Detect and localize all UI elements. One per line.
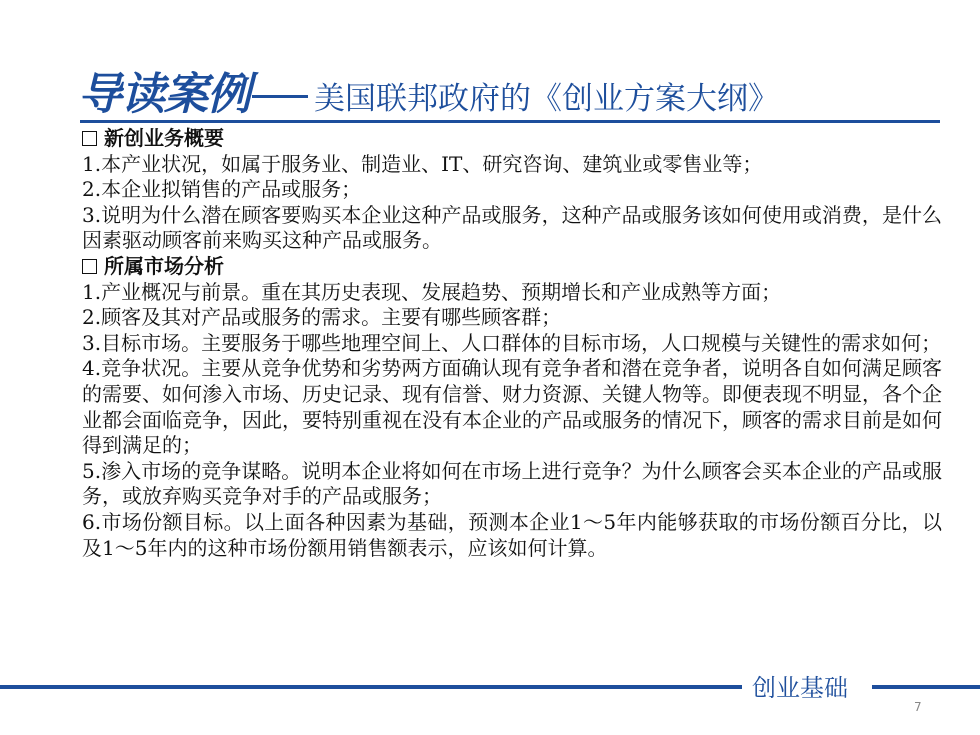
list-item: 1.产业概况与前景。重在其历史表现、发展趋势、预期增长和产业成熟等方面； bbox=[82, 279, 782, 304]
footer-rule-left bbox=[0, 685, 742, 689]
title-subtitle: 美国联邦政府的《创业方案大纲》 bbox=[314, 81, 779, 117]
checkbox-bullet-icon bbox=[82, 131, 97, 146]
section-heading-text: 新创业务概要 bbox=[104, 126, 224, 150]
list-item: 6.市场份额目标。以上面各种因素为基础，预测本企业1～5年内能够获取的市场份额百分比，以及1～5年内的这种市场份额用销售额表示，应该如何计算。 bbox=[82, 509, 942, 560]
section-heading-text: 所属市场分析 bbox=[104, 253, 224, 278]
title-main: 导读案例 bbox=[78, 69, 250, 120]
title-underline bbox=[80, 120, 940, 123]
slide-title bbox=[78, 58, 938, 118]
page-number: 7 bbox=[914, 700, 922, 714]
section-heading-overview bbox=[82, 126, 942, 152]
list-item: 2.本企业拟销售的产品或服务； bbox=[82, 177, 362, 202]
content-body bbox=[82, 126, 942, 561]
list-item: 3.说明为什么潜在顾客要购买本企业这种产品或服务，这种产品或服务该如何使用或消费，是什么因素驱动顾客前来购买这种产品或服务。 bbox=[82, 202, 942, 253]
footer-label: 创业基础 bbox=[752, 674, 848, 702]
checkbox-bullet-icon bbox=[82, 259, 97, 274]
footer-rule-right bbox=[872, 685, 980, 689]
list-item: 5.渗入市场的竞争谋略。说明本企业将如何在市场上进行竞争？为什么顾客会买本企业的产品或服务，或放弃购买竞争对手的产品或服务； bbox=[82, 458, 942, 509]
title-dash bbox=[252, 95, 308, 98]
list-item: 3.目标市场。主要服务于哪些地理空间上、人口群体的目标市场，人口规模与关键性的需求如何； bbox=[82, 330, 942, 355]
list-item: 4.竞争状况。主要从竞争优势和劣势两方面确认现有竞争者和潜在竞争者，说明各自如何满足顾客的需要、如何渗入市场、历史记录、现有信誉、财力资源、关键人物等。即便表现不明显，各个企业都会面临竞争，因此，要特别重视在没有本企业的产品或服务的情况下，顾客的需求目前是如何得到满足的； bbox=[82, 356, 942, 458]
list-item: 2.顾客及其对产品或服务的需求。主要有哪些顾客群； bbox=[82, 305, 562, 330]
list-item: 1.本产业状况，如属于服务业、制造业、IT、研究咨询、建筑业或零售业等； bbox=[82, 151, 763, 176]
section-heading-market bbox=[82, 254, 942, 280]
